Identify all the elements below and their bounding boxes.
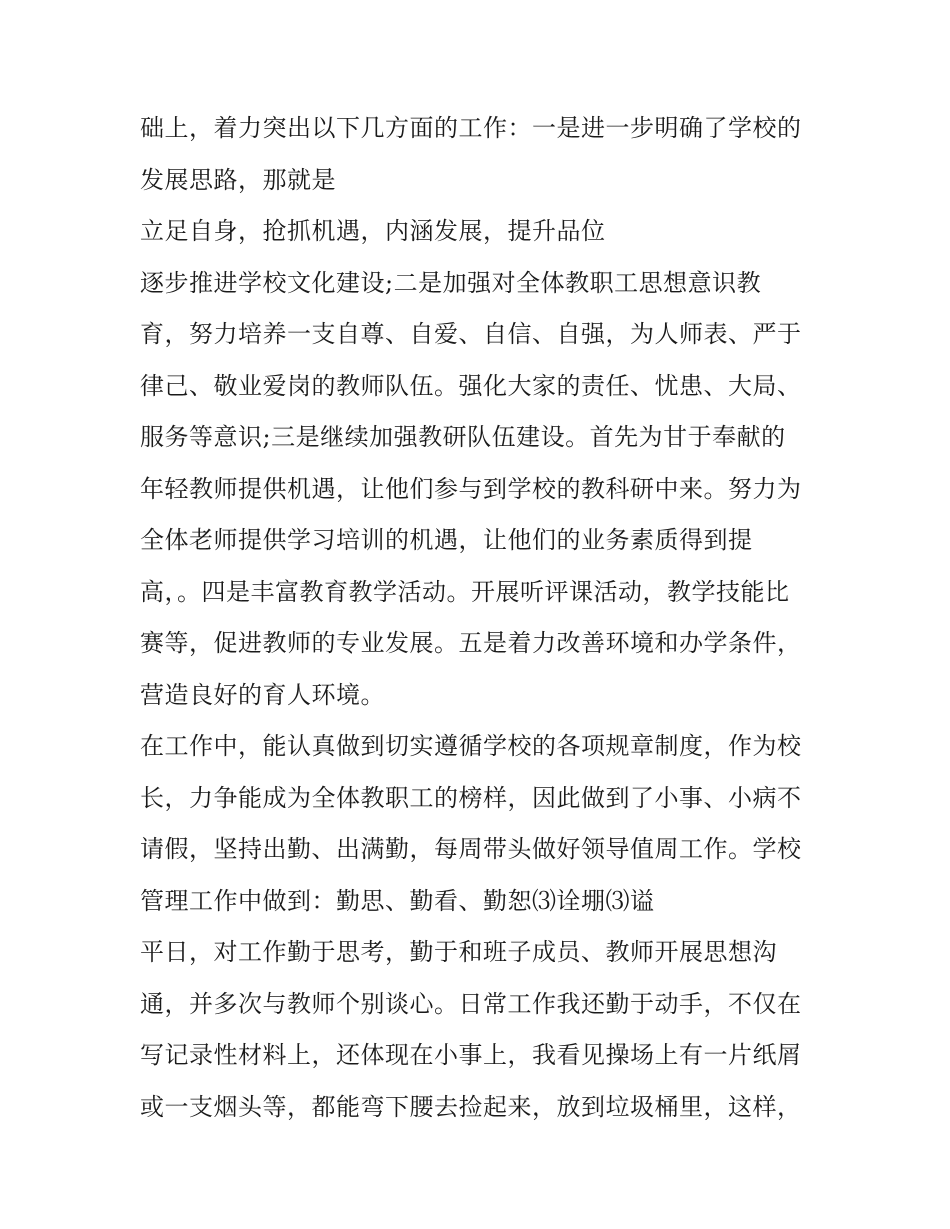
text-line: 管理工作中做到：勤思、勤看、勤恕⑶诠堋⑶谥 — [140, 886, 655, 915]
text-line: 高，。四是丰富教育教学活动。开展听评课活动，教学技能比 — [140, 577, 790, 606]
text-line: 长，力争能成为全体教职工的榜样，因此做到了小事、小病不 — [140, 783, 802, 812]
text-line: 或一支烟头等，都能弯下腰去捡起来，放到垃圾桶里，这样， — [140, 1092, 802, 1121]
text-line: 律己、敬业爱岗的教师队伍。强化大家的责任、忧患、大局、 — [140, 371, 802, 400]
text-line: 服务等意识;三是继续加强教研队伍建设。首先为甘于奉献的 — [140, 423, 786, 451]
text-line: 立足自身，抢抓机遇，内涵发展，提升品位 — [140, 217, 606, 245]
text-line: 写记录性材料上，还体现在小事上，我看见操场上有一片纸屑 — [140, 1041, 802, 1069]
text-line: 在工作中，能认真做到切实遵循学校的各项规章制度，作为校 — [140, 732, 802, 760]
body-text — [140, 103, 840, 1133]
text-line: 育，努力培养一支自尊、自爱、自信、自强，为人师表、严于 — [140, 320, 802, 348]
text-line: 全体老师提供学习培训的机遇，让他们的业务素质得到提 — [140, 526, 753, 554]
text-line: 逐步推进学校文化建设;二是加强对全体教职工思想意识教 — [140, 268, 762, 297]
text-line: 营造良好的育人环境。 — [140, 680, 385, 709]
text-line: 请假，坚持出勤、出满勤，每周带头做好领导值周工作。学校 — [140, 835, 802, 863]
text-line: 年轻教师提供机遇，让他们参与到学校的教科研中来。努力为 — [140, 474, 802, 503]
text-line: 赛等，促进教师的专业发展。五是着力改善环境和办学条件， — [140, 629, 802, 657]
text-line: 平日，对工作勤于思考，勤于和班子成员、教师开展思想沟 — [140, 938, 777, 966]
text-line: 础上，着力突出以下几方面的工作：一是进一步明确了学校的 — [140, 114, 802, 142]
text-line: 通，并多次与教师个别谈心。日常工作我还勤于动手，不仅在 — [140, 989, 802, 1018]
text-line: 发展思路，那就是 — [140, 165, 336, 194]
